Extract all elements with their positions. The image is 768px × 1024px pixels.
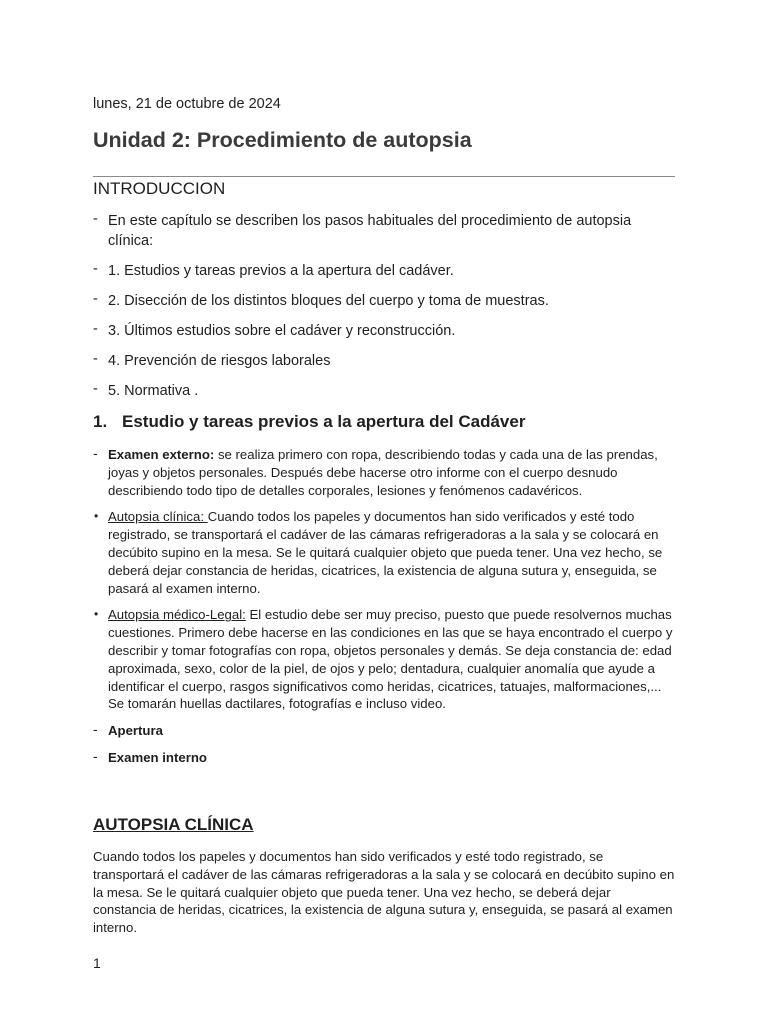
bullet-marker: • <box>94 607 99 622</box>
list-item-examen-interno <box>93 749 675 767</box>
item-lead: Examen externo: <box>108 447 215 462</box>
list-item-text: 5. Normativa . <box>108 383 199 399</box>
section-1-heading-text: Estudio y tareas previos a la apertura del Cadáver <box>122 412 526 431</box>
section-2-heading: AUTOPSIA CLÍNICA <box>93 815 254 834</box>
list-item <box>93 381 675 401</box>
page-title: Unidad 2: Procedimiento de autopsia <box>93 128 472 152</box>
intro-list <box>93 211 675 411</box>
item-lead: Autopsia clínica: <box>108 509 208 525</box>
section-2-paragraph: Cuando todos los papeles y documentos han sido verificados y esté todo registrado, se transportará el cadáver de las cámaras refrigeradoras a la sala y se colocará en decúbito supino en la mesa. Se le quitará cualquier objeto que pueda tener. Una vez hecho, se deberá dejar constancia de heridas, cicatrices, la existencia de alguna sutura y, enseguida, se pasará al examen interno. <box>93 849 675 936</box>
item-lead: Apertura <box>108 723 163 739</box>
list-item <box>93 351 675 371</box>
list-item-autopsia-medico-legal <box>93 606 675 713</box>
dash-marker: - <box>93 445 98 461</box>
dash-marker: - <box>93 261 98 277</box>
dash-marker: - <box>93 291 98 307</box>
dash-marker: - <box>93 351 98 367</box>
item-text: se realiza primero con ropa, describiendo todas y cada una de las prendas, joyas y objetos personales. Después debe hacerse otro informe con el cuerpo desnudo describiendo todo tipo de detalles corporales, lesiones y fenómenos cadavéricos. <box>108 447 658 498</box>
list-item-examen-externo <box>93 446 675 499</box>
document-date: lunes, 21 de octubre de 2024 <box>93 96 281 112</box>
list-item-apertura <box>93 722 675 740</box>
list-item <box>93 261 675 281</box>
list-item <box>93 291 675 311</box>
item-text: El estudio debe ser muy preciso, puesto que puede resolvernos muchas cuestiones. Primero debe hacerse en las condiciones en las que se haya encontrado el cuerpo y describir y tomar fotografías con ropa, objetos personales y demás. Se deja constancia de: edad aproximada, sexo, color de la piel, de ojos y pelo; dentadura, cualquier anomalía que ayude a identificar el cuerpo, rasgos significativos como heridas, cicatrices, tatuajes, malformaciones,... Se tomarán huellas dactilares, fotografías e incluso video. <box>108 607 673 712</box>
list-item-text: 3. Últimos estudios sobre el cadáver y reconstrucción. <box>108 323 456 339</box>
dash-marker: - <box>93 721 98 738</box>
page-number: 1 <box>93 955 101 971</box>
item-lead: Autopsia médico-Legal: <box>108 607 246 623</box>
section-1-heading <box>93 412 525 432</box>
dash-marker: - <box>93 381 98 397</box>
title-divider <box>93 176 675 177</box>
dash-marker: - <box>93 747 98 764</box>
item-text: Cuando todos los papeles y documentos han sido verificados y esté todo registrado, se transportará el cadáver de las cámaras refrigeradoras a la sala y se colocará en decúbito supino en la mesa. Se le quitará cualquier objeto que pueda tener. Una vez hecho, se deberá dejar constancia de heridas, cicatrices, la existencia de alguna sutura y, enseguida, se pasará al examen interno. <box>108 509 663 596</box>
section-1-list <box>93 446 675 776</box>
list-item-text: 2. Disección de los distintos bloques del cuerpo y toma de muestras. <box>108 293 549 309</box>
list-item-text: 4. Prevención de riesgos laborales <box>108 353 331 369</box>
dash-marker: - <box>93 321 98 337</box>
list-item <box>93 211 675 251</box>
bullet-marker: • <box>94 509 99 524</box>
list-item-text: En este capítulo se describen los pasos habituales del procedimiento de autopsia clínica: <box>108 213 632 249</box>
list-item-text: 1. Estudios y tareas previos a la apertura del cadáver. <box>108 263 454 279</box>
item-lead: Examen interno <box>108 749 207 765</box>
section-number: 1. <box>93 412 108 431</box>
list-item-autopsia-clinica <box>93 508 675 597</box>
intro-heading: INTRODUCCION <box>93 179 226 198</box>
list-item <box>93 321 675 341</box>
dash-marker: - <box>93 211 98 227</box>
